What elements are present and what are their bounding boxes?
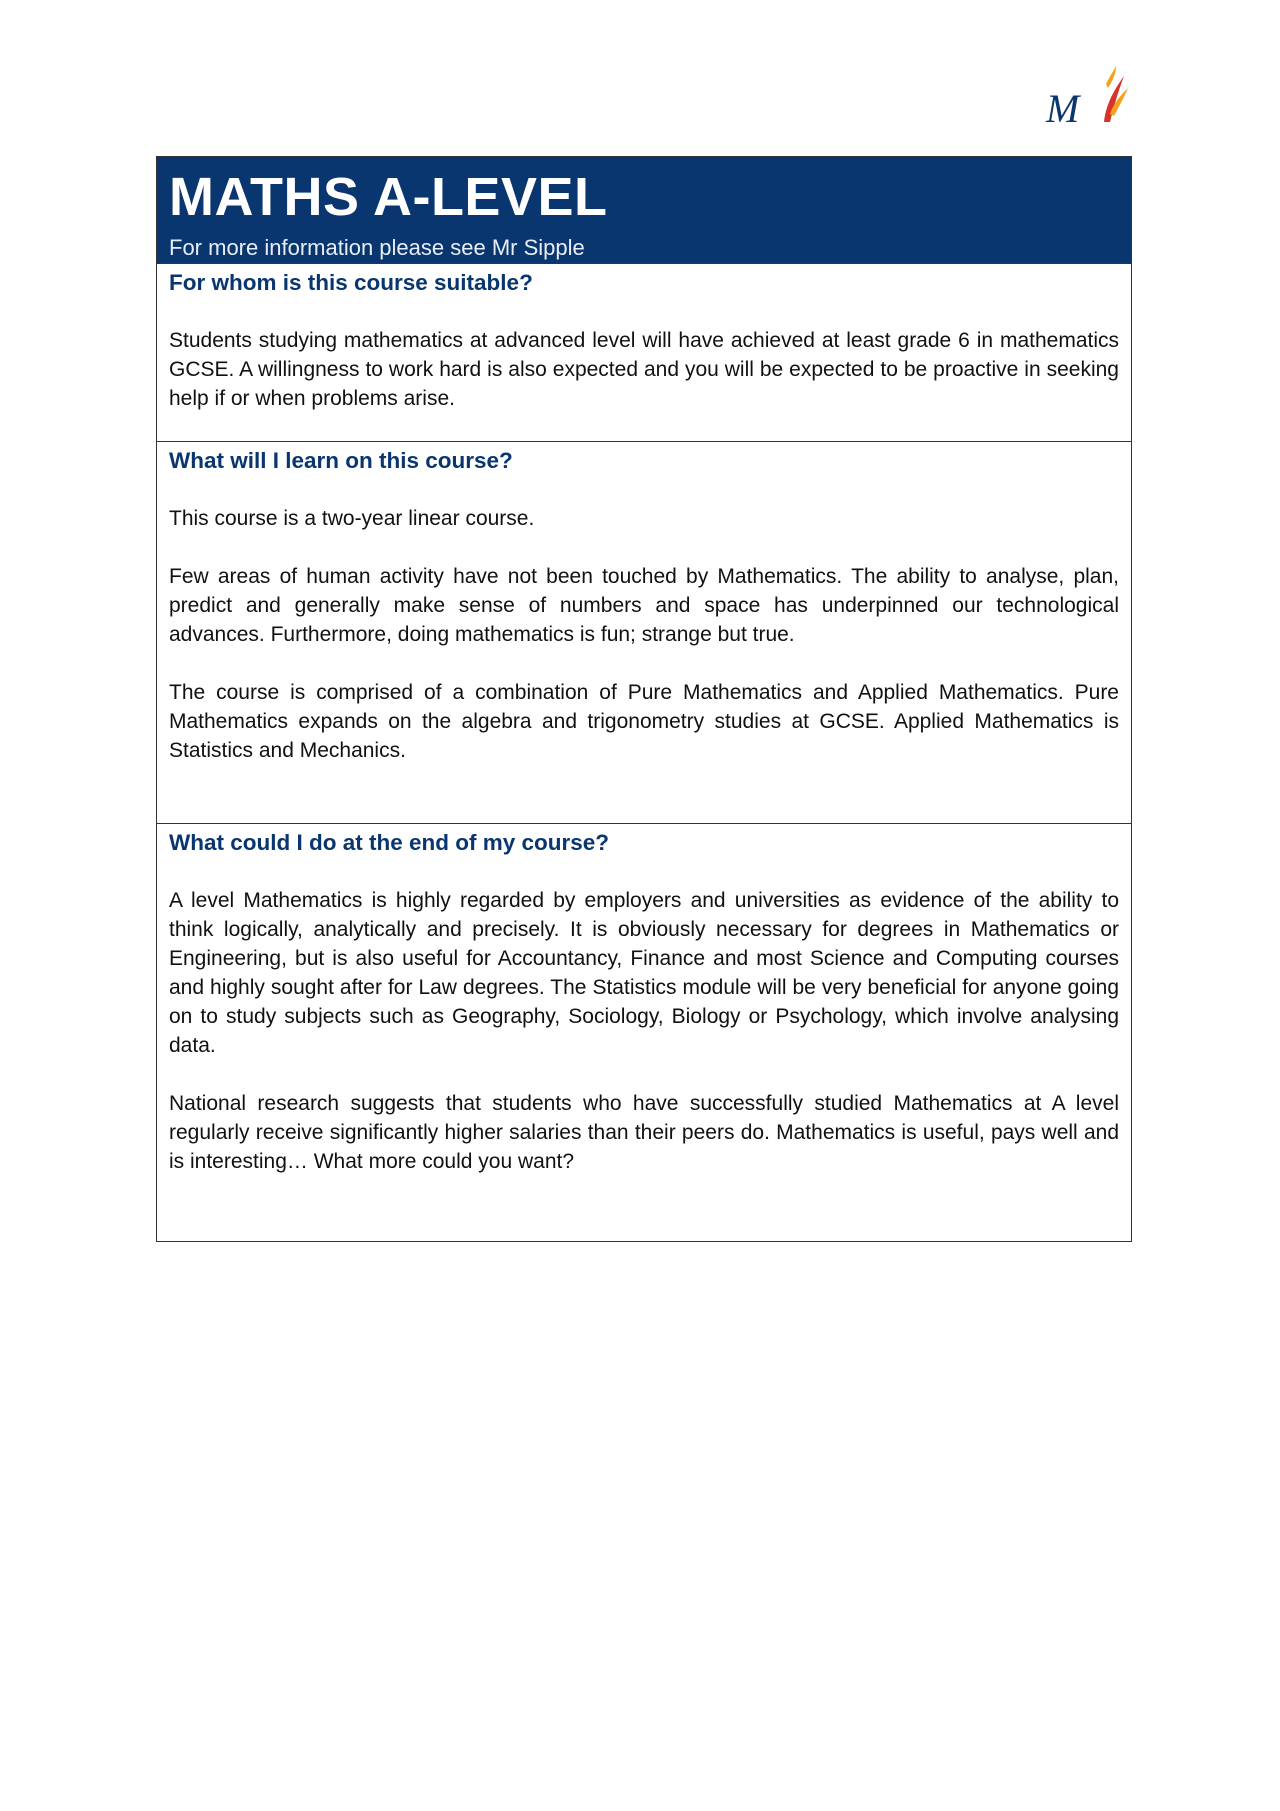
paragraph: The course is comprised of a combination of Pure Mathematics and Applied Mathematics. Pure Mathematics expands on the algebra and trigonometry studies at GCSE. Applied Mathematics is Statistics and Mechanics.	[169, 681, 1119, 762]
course-banner	[157, 157, 1131, 263]
school-logo-icon	[1044, 64, 1130, 130]
section-what-learn	[157, 441, 1131, 823]
paragraph: Few areas of human activity have not been touched by Mathematics. The ability to analyse, plan, predict and generally make sense of numbers and space has underpinned our technological advances. Furthermore, doing mathematics is fun; strange but true.	[169, 565, 1119, 646]
section-end-of-course	[157, 823, 1131, 1241]
contact-subtitle: For more information please see Mr Sipple	[169, 235, 585, 260]
paragraph: National research suggests that students who have successfully studied Mathematics at A level regularly receive significantly higher salaries than their peers do. Mathematics is useful, pays well and is interesting… What more could you want?	[169, 1092, 1119, 1173]
section-suitability	[157, 263, 1131, 441]
paragraph: Students studying mathematics at advanced level will have achieved at least grade 6 in mathematics GCSE. A willingness to work hard is also expected and you will be expected to be proactive in seeking help if or when problems arise.	[169, 329, 1119, 410]
paragraph: A level Mathematics is highly regarded by employers and universities as evidence of the ability to think logically, analytically and precisely. It is obviously necessary for degrees in Mathematics or Engineering, but is also useful for Accountancy, Finance and most Science and Computing courses and highly sought after for Law degrees. The Statistics module will be very beneficial for anyone going on to study subjects such as Geography, Sociology, Biology or Psychology, which involve analysing data.	[169, 889, 1119, 1057]
section-heading: What will I learn on this course?	[169, 448, 513, 473]
page-title: MATHS A-LEVEL	[169, 167, 608, 227]
section-heading: For whom is this course suitable?	[169, 270, 533, 295]
course-info-table	[156, 156, 1132, 1242]
paragraph: This course is a two-year linear course.	[169, 507, 535, 530]
section-heading: What could I do at the end of my course?	[169, 830, 610, 855]
svg-text:M: M	[1046, 86, 1080, 130]
